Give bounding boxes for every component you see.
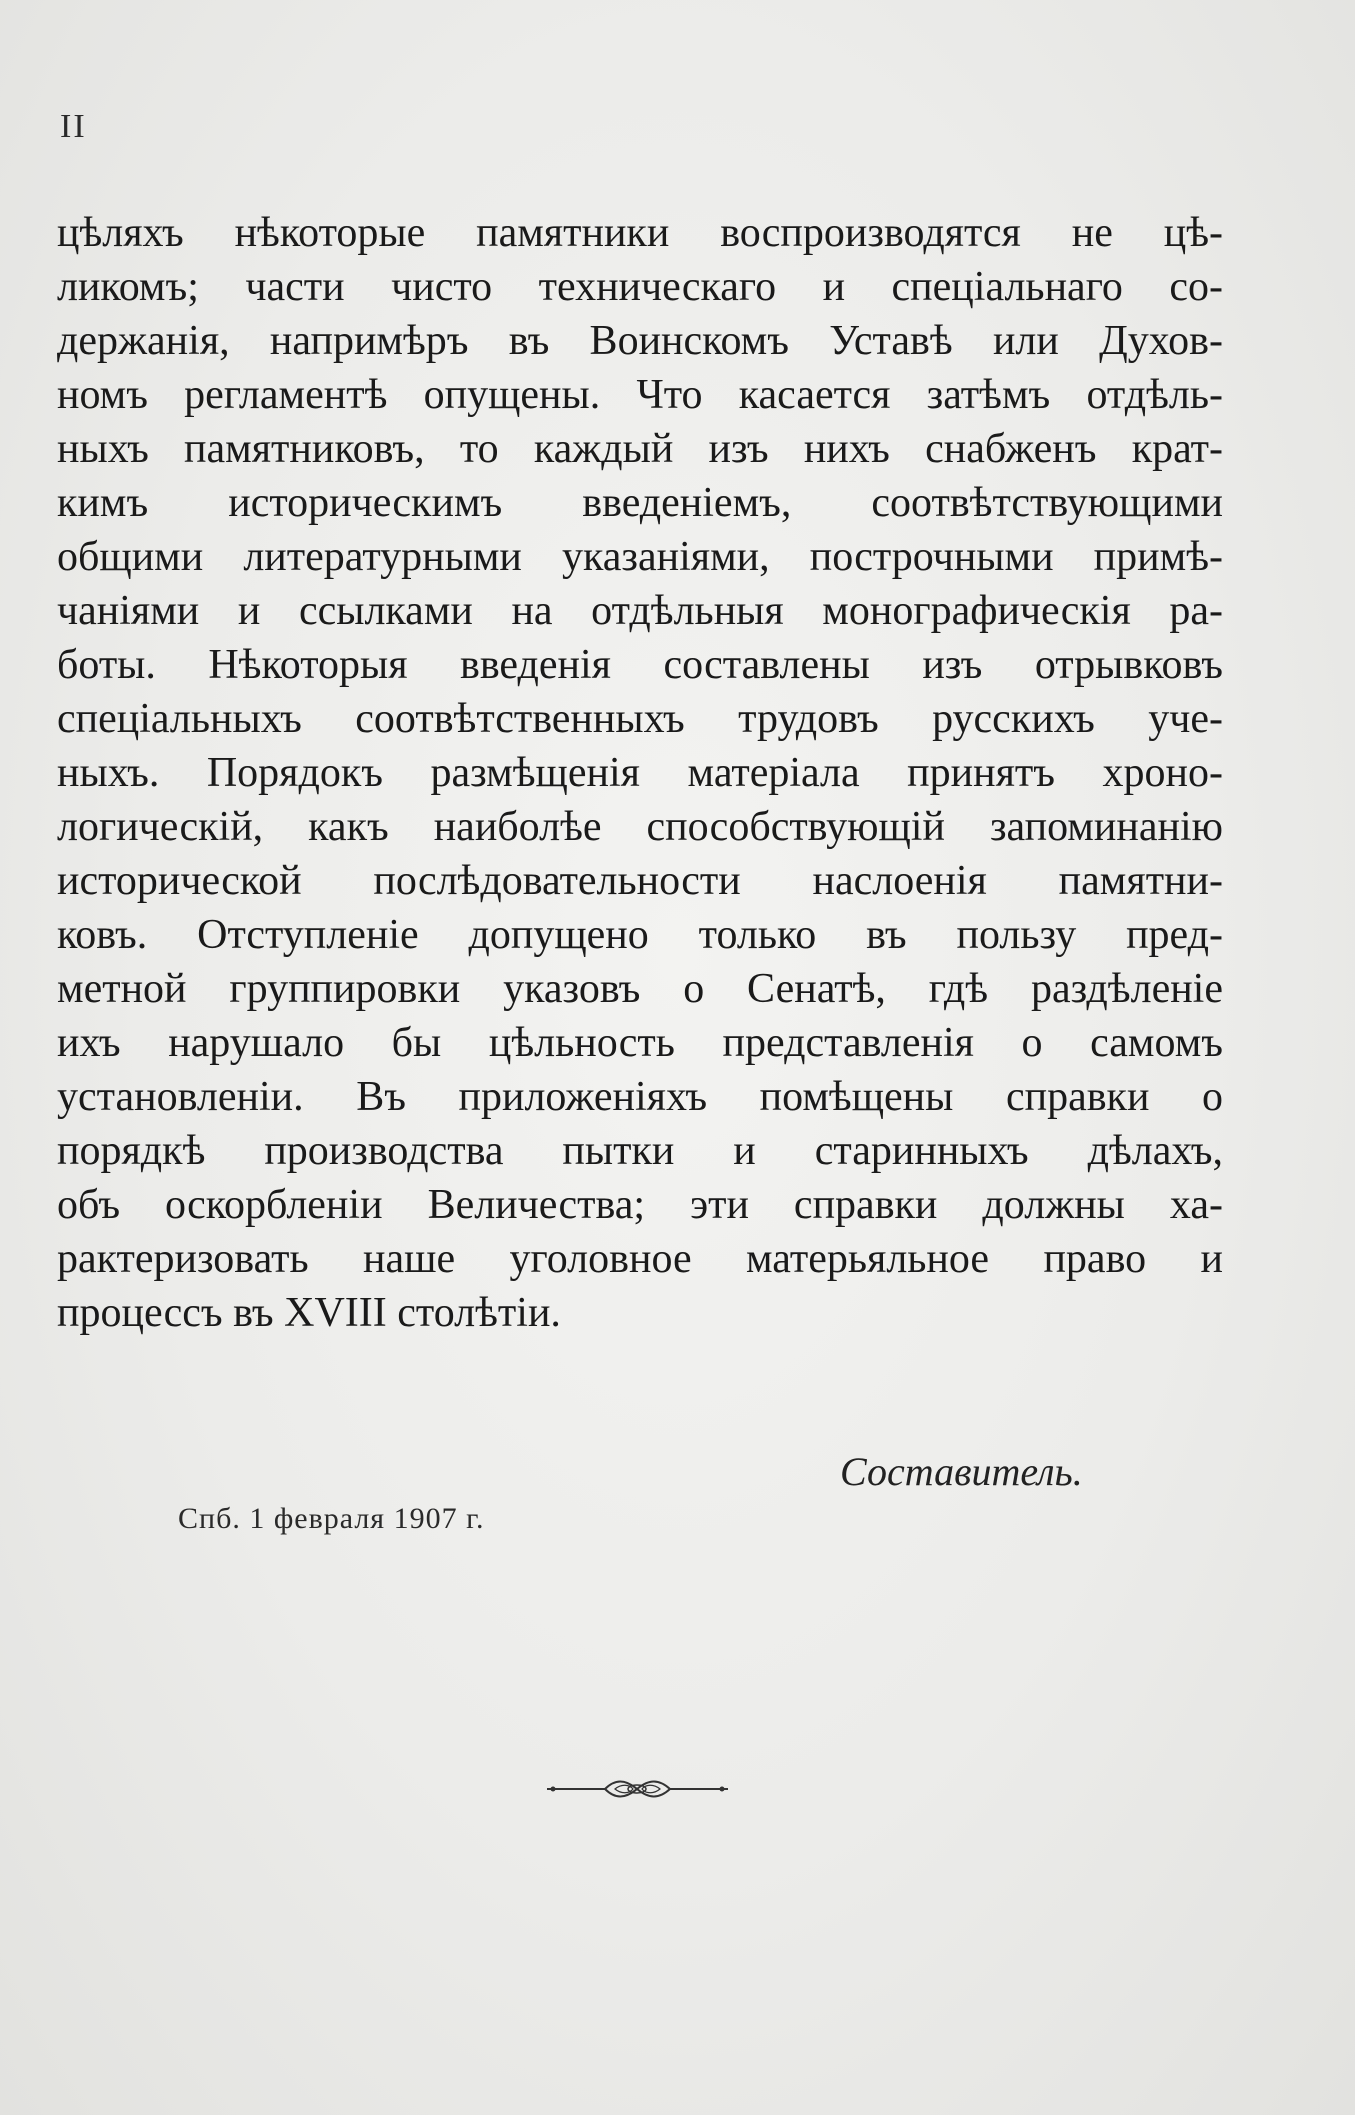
text-line: метной группировки указовъ о Сенатѣ, гдѣ раздѣленіе bbox=[57, 966, 1223, 1012]
text-line: порядкѣ производства пытки и старинныхъ дѣлахъ, bbox=[57, 1128, 1223, 1174]
text-line: объ оскорбленіи Величества; эти справки должны ха- bbox=[57, 1182, 1223, 1228]
text-line: логическій, какъ наиболѣе способствующій запоминанію bbox=[57, 804, 1223, 850]
text-line: кимъ историческимъ введеніемъ, соотвѣтствующими bbox=[57, 480, 1223, 526]
text-line: рактеризовать наше уголовное матерьяльное право и bbox=[57, 1236, 1223, 1282]
text-line: чаніями и ссылками на отдѣльныя монографическія ра- bbox=[57, 588, 1223, 634]
text-line: боты. Нѣкоторыя введенія составлены изъ отрывковъ bbox=[57, 642, 1223, 688]
page-number: II bbox=[60, 108, 87, 145]
author-signature: Составитель. bbox=[840, 1449, 1083, 1494]
text-line: установленіи. Въ приложеніяхъ помѣщены справки о bbox=[57, 1074, 1223, 1120]
text-line: исторической послѣдовательности наслоенія памятни- bbox=[57, 858, 1223, 904]
text-line: ныхъ памятниковъ, то каждый изъ нихъ снабженъ крат- bbox=[57, 426, 1223, 472]
date-line: Спб. 1 февраля 1907 г. bbox=[178, 1502, 485, 1535]
text-line: ныхъ. Порядокъ размѣщенія матеріала принятъ хроно- bbox=[57, 750, 1223, 796]
text-line: общими литературными указаніями, построчными примѣ- bbox=[57, 534, 1223, 580]
decorative-divider-icon bbox=[545, 1774, 730, 1804]
body-text bbox=[57, 206, 1223, 1340]
text-line: ликомъ; части чисто техническаго и спеціальнаго со- bbox=[57, 264, 1223, 310]
text-line: номъ регламентѣ опущены. Что касается затѣмъ отдѣль- bbox=[57, 372, 1223, 418]
text-line: ихъ нарушало бы цѣльность представленія о самомъ bbox=[57, 1020, 1223, 1066]
text-line: держанія, напримѣръ въ Воинскомъ Уставѣ или Духов- bbox=[57, 318, 1223, 364]
text-line: цѣляхъ нѣкоторые памятники воспроизводятся не цѣ- bbox=[57, 210, 1223, 256]
text-line: процессъ въ XVIII столѣтіи. bbox=[57, 1290, 561, 1336]
text-line: ковъ. Отступленіе допущено только въ пользу пред- bbox=[57, 912, 1223, 958]
text-line: спеціальныхъ соотвѣтственныхъ трудовъ русскихъ уче- bbox=[57, 696, 1223, 742]
